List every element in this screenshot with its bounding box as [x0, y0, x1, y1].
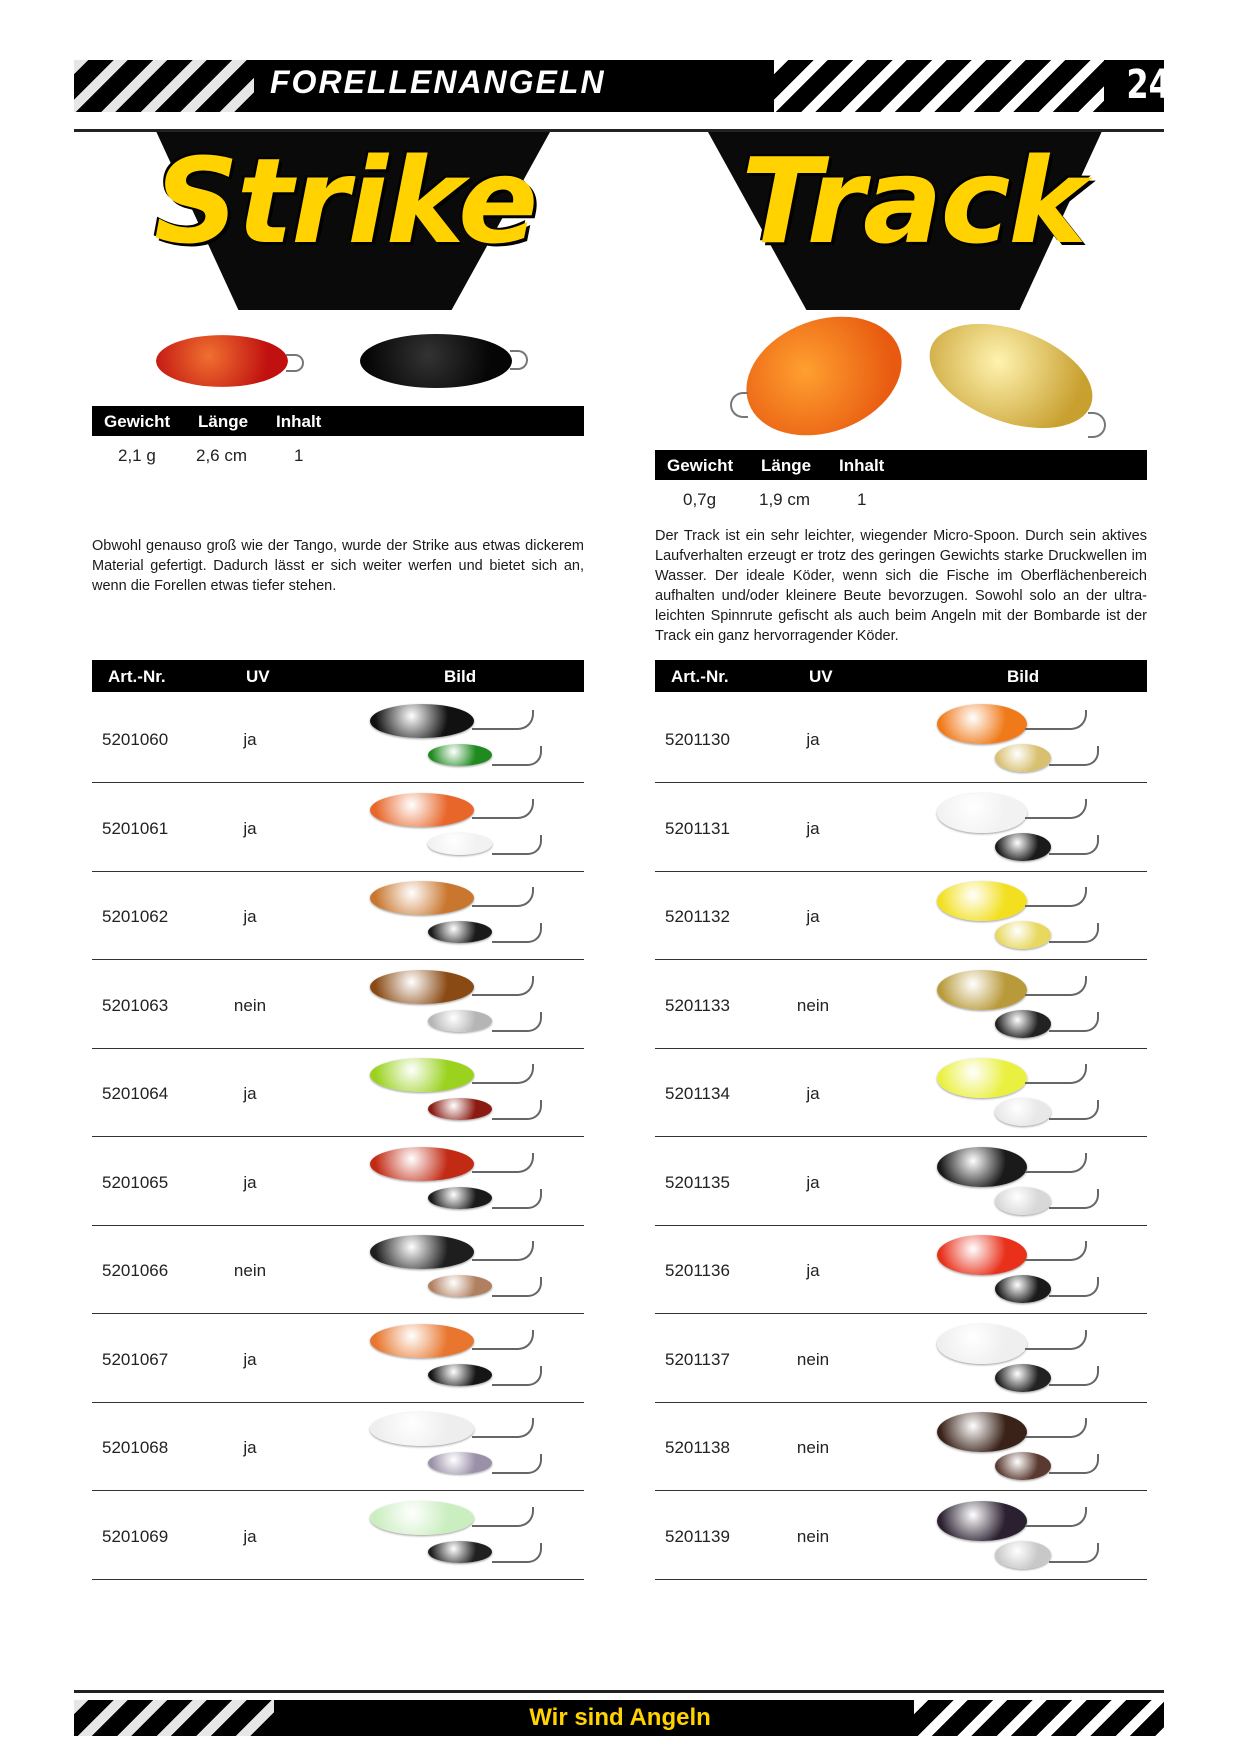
- footer-divider: [74, 1690, 1164, 1693]
- lure-small: [428, 921, 492, 943]
- table-row: [655, 1225, 1147, 1314]
- hook-large: [472, 1330, 534, 1350]
- lure-small: [995, 1187, 1051, 1215]
- hook-small: [492, 835, 542, 855]
- col-art-nr: Art.-Nr.: [108, 667, 166, 686]
- hook-large: [1025, 976, 1087, 996]
- lure-image: [362, 879, 552, 953]
- table-row: [655, 871, 1147, 960]
- lure-small: [995, 1541, 1051, 1569]
- table-row: [92, 960, 584, 1049]
- track-spec-header: [655, 450, 1147, 480]
- table-row: [92, 1137, 584, 1226]
- table-row: [92, 1491, 584, 1580]
- lure-large: [370, 1412, 474, 1446]
- hook-large: [472, 799, 534, 819]
- hook-small: [492, 923, 542, 943]
- lure-image: [925, 1322, 1115, 1396]
- spec-weight: 2,1 g: [118, 446, 156, 465]
- lure-image: [925, 1233, 1115, 1307]
- hook-small: [492, 1454, 542, 1474]
- article-number: 5201131: [665, 818, 730, 838]
- uv-value: ja: [243, 1084, 257, 1103]
- hook-small: [1049, 1100, 1099, 1120]
- track-spec-row: [655, 484, 1147, 514]
- lure-small: [428, 1275, 492, 1297]
- footer-slogan: Wir sind Angeln: [529, 1704, 711, 1731]
- lure-small: [995, 1452, 1051, 1480]
- hook-large: [1025, 1064, 1087, 1084]
- section-title: FORELLENANGELN: [270, 64, 606, 100]
- uv-value: ja: [243, 818, 257, 838]
- table-row: [655, 960, 1147, 1049]
- hook-small: [492, 1277, 542, 1297]
- article-number: 5201139: [665, 1526, 730, 1546]
- track-article-header: [655, 660, 1147, 692]
- track-title-banner: [708, 132, 1118, 310]
- table-row: [655, 1314, 1147, 1403]
- hook-small: [1049, 1543, 1099, 1563]
- track-description: Der Track ist ein sehr leichter, wiegender Micro-Spoon. Durch sein aktives Laufverhalten erzeugt er trotz des geringen Gewichts starke Druckwellen im Wasser. Der ideale Köder, wenn sich die Fische im Oberflächenbereich aufhalten und/oder kleinere Beute bevorzugen. Sowohl solo an der ultra-leichten Spinnrute gefischt als auch beim Angeln mit der Bombarde ist der Track ein ganz hervorragender Köder.: [655, 528, 1147, 644]
- lure-small: [428, 1364, 492, 1386]
- lure-large: [370, 881, 474, 915]
- header-stripes-right: [774, 60, 1104, 112]
- spec-header-length: Länge: [198, 412, 249, 431]
- hook-small: [1049, 1189, 1099, 1209]
- lure-image: [925, 879, 1115, 953]
- lure-small: [428, 1541, 492, 1563]
- article-number: 5201137: [665, 1349, 730, 1369]
- uv-value: nein: [796, 1438, 830, 1457]
- article-number: 5201069: [102, 1526, 169, 1546]
- article-number: 5201062: [102, 907, 169, 926]
- col-art-nr: Art.-Nr.: [671, 667, 729, 686]
- spec-header-content: Inhalt: [839, 456, 885, 475]
- lure-image: [925, 1056, 1115, 1130]
- hook-small: [1049, 923, 1099, 943]
- lure-image: [925, 1410, 1115, 1484]
- article-number: 5201130: [665, 730, 730, 749]
- strike-title: Strike: [153, 132, 537, 270]
- lure-image: [925, 1145, 1115, 1219]
- lure-image: [925, 968, 1115, 1042]
- header-stripes-left: [74, 60, 274, 112]
- strike-spec-row: [92, 440, 584, 470]
- lure-small: [995, 921, 1051, 949]
- strike-description: Obwohl genauso groß wie der Tango, wurde der Strike aus etwas dickerem Material gefertigt. Dadurch lässt er sich weiter werfen und bietet sich an, wenn die Forellen etwas tiefer stehen.: [92, 538, 584, 594]
- lure-small: [995, 1098, 1051, 1126]
- article-number: 5201136: [665, 1261, 730, 1280]
- table-row: [92, 1402, 584, 1491]
- uv-value: ja: [806, 818, 820, 838]
- lure-large: [370, 1501, 474, 1535]
- lure-large: [370, 1235, 474, 1269]
- lure-large: [370, 793, 474, 827]
- lure-image: [362, 1410, 552, 1484]
- lure-small: [995, 1010, 1051, 1038]
- lure-small: [428, 1187, 492, 1209]
- hook-large: [1025, 1418, 1087, 1438]
- article-number: 5201135: [665, 1172, 730, 1192]
- table-row: [655, 1137, 1147, 1226]
- spec-content: 1: [294, 446, 304, 465]
- uv-value: ja: [243, 1438, 257, 1457]
- table-row: [655, 1491, 1147, 1580]
- lure-large: [370, 1058, 474, 1092]
- uv-value: nein: [796, 995, 830, 1015]
- hook-large: [472, 976, 534, 996]
- uv-value: ja: [243, 1349, 257, 1369]
- table-row: [655, 1048, 1147, 1137]
- uv-value: ja: [806, 1261, 820, 1280]
- table-row: [92, 871, 584, 960]
- lure-image: [925, 1499, 1115, 1573]
- lure-small: [428, 833, 492, 855]
- lure-image: [362, 1322, 552, 1396]
- article-number: 5201064: [102, 1084, 169, 1103]
- lure-large: [937, 970, 1027, 1010]
- article-number: 5201061: [102, 818, 169, 838]
- uv-value: nein: [233, 995, 267, 1015]
- lure-image: [362, 1145, 552, 1219]
- article-number: 5201138: [665, 1438, 730, 1457]
- hook-large: [472, 1241, 534, 1261]
- hook-large: [472, 710, 534, 730]
- col-bild: Bild: [1007, 667, 1040, 686]
- lure-small: [428, 1098, 492, 1120]
- hook-large: [1025, 1241, 1087, 1261]
- lure-image: [362, 1056, 552, 1130]
- lure-image: [362, 968, 552, 1042]
- col-uv: UV: [246, 667, 270, 686]
- article-number: 5201132: [665, 907, 730, 926]
- lure-small: [995, 1275, 1051, 1303]
- hook-small: [1049, 1454, 1099, 1474]
- hook-large: [1025, 1507, 1087, 1527]
- lure-large: [370, 1147, 474, 1181]
- hook-large: [1025, 1330, 1087, 1350]
- lure-image: [362, 1233, 552, 1307]
- lure-small: [428, 1010, 492, 1032]
- lure-image: [362, 702, 552, 776]
- lure-large: [937, 1324, 1027, 1364]
- hook-small: [1049, 835, 1099, 855]
- lure-small: [995, 744, 1051, 772]
- article-number: 5201068: [102, 1438, 169, 1457]
- hook-small: [492, 1012, 542, 1032]
- lure-large: [370, 1324, 474, 1358]
- col-bild: Bild: [444, 667, 477, 686]
- table-row: [92, 783, 584, 872]
- hook-large: [1025, 887, 1087, 907]
- lure-large: [937, 1147, 1027, 1187]
- hook-small: [492, 1189, 542, 1209]
- hook-small: [492, 746, 542, 766]
- uv-value: nein: [796, 1349, 830, 1369]
- table-row: [655, 694, 1147, 783]
- hook-large: [1025, 1153, 1087, 1173]
- lure-large: [937, 881, 1027, 921]
- header-band: [74, 60, 1164, 112]
- hook-small: [1049, 1012, 1099, 1032]
- lure-image: [925, 702, 1115, 776]
- hook-large: [472, 887, 534, 907]
- lure-large: [937, 1058, 1027, 1098]
- track-title: Track: [741, 132, 1085, 270]
- hook-small: [1049, 746, 1099, 766]
- lure-small: [995, 1364, 1051, 1392]
- spec-content: 1: [857, 490, 867, 509]
- hook-large: [1025, 799, 1087, 819]
- hook-large: [472, 1418, 534, 1438]
- table-row: [655, 1402, 1147, 1491]
- lure-image: [362, 791, 552, 865]
- strike-title-banner: [140, 132, 550, 310]
- article-number: 5201066: [102, 1261, 169, 1280]
- strike-spec-header: [92, 406, 584, 436]
- spec-header-length: Länge: [761, 456, 812, 475]
- uv-value: ja: [243, 730, 257, 749]
- uv-value: ja: [806, 907, 820, 926]
- article-number: 5201060: [102, 730, 169, 749]
- article-number: 5201134: [665, 1084, 730, 1103]
- hook-small: [1049, 1277, 1099, 1297]
- table-row: [92, 1314, 584, 1403]
- uv-value: ja: [806, 730, 820, 749]
- hook-large: [472, 1153, 534, 1173]
- table-row: [655, 783, 1147, 872]
- spec-header-content: Inhalt: [276, 412, 322, 431]
- hook-large: [472, 1507, 534, 1527]
- lure-large: [937, 1235, 1027, 1275]
- table-row: [92, 1048, 584, 1137]
- table-row: [92, 1225, 584, 1314]
- article-number: 5201133: [665, 995, 730, 1015]
- lure-large: [937, 1501, 1027, 1541]
- lure-small: [995, 833, 1051, 861]
- article-number: 5201067: [102, 1349, 169, 1369]
- uv-value: ja: [806, 1084, 820, 1103]
- spec-length: 1,9 cm: [759, 490, 811, 509]
- table-row: [92, 694, 584, 783]
- hook-small: [492, 1100, 542, 1120]
- hook-small: [492, 1543, 542, 1563]
- strike-article-header: [92, 660, 584, 692]
- lure-large: [937, 1412, 1027, 1452]
- page-number: 247: [1126, 62, 1194, 108]
- uv-value: nein: [796, 1526, 830, 1546]
- hook-small: [492, 1366, 542, 1386]
- uv-value: ja: [243, 907, 257, 926]
- lure-small: [428, 1452, 492, 1474]
- uv-value: nein: [233, 1261, 267, 1280]
- lure-small: [428, 744, 492, 766]
- lure-large: [370, 704, 474, 738]
- uv-value: ja: [243, 1526, 257, 1546]
- lure-image: [362, 1499, 552, 1573]
- hook-large: [1025, 710, 1087, 730]
- spec-length: 2,6 cm: [196, 446, 248, 465]
- uv-value: ja: [243, 1172, 257, 1192]
- uv-value: ja: [806, 1172, 820, 1192]
- spec-header-weight: Gewicht: [104, 412, 171, 431]
- col-uv: UV: [809, 667, 833, 686]
- lure-image: [925, 791, 1115, 865]
- article-number: 5201065: [102, 1172, 169, 1192]
- spec-header-weight: Gewicht: [667, 456, 734, 475]
- hook-small: [1049, 1366, 1099, 1386]
- spec-weight: 0,7g: [683, 490, 717, 509]
- lure-large: [937, 793, 1027, 833]
- hook-large: [472, 1064, 534, 1084]
- lure-large: [937, 704, 1027, 744]
- article-number: 5201063: [102, 995, 169, 1015]
- lure-large: [370, 970, 474, 1004]
